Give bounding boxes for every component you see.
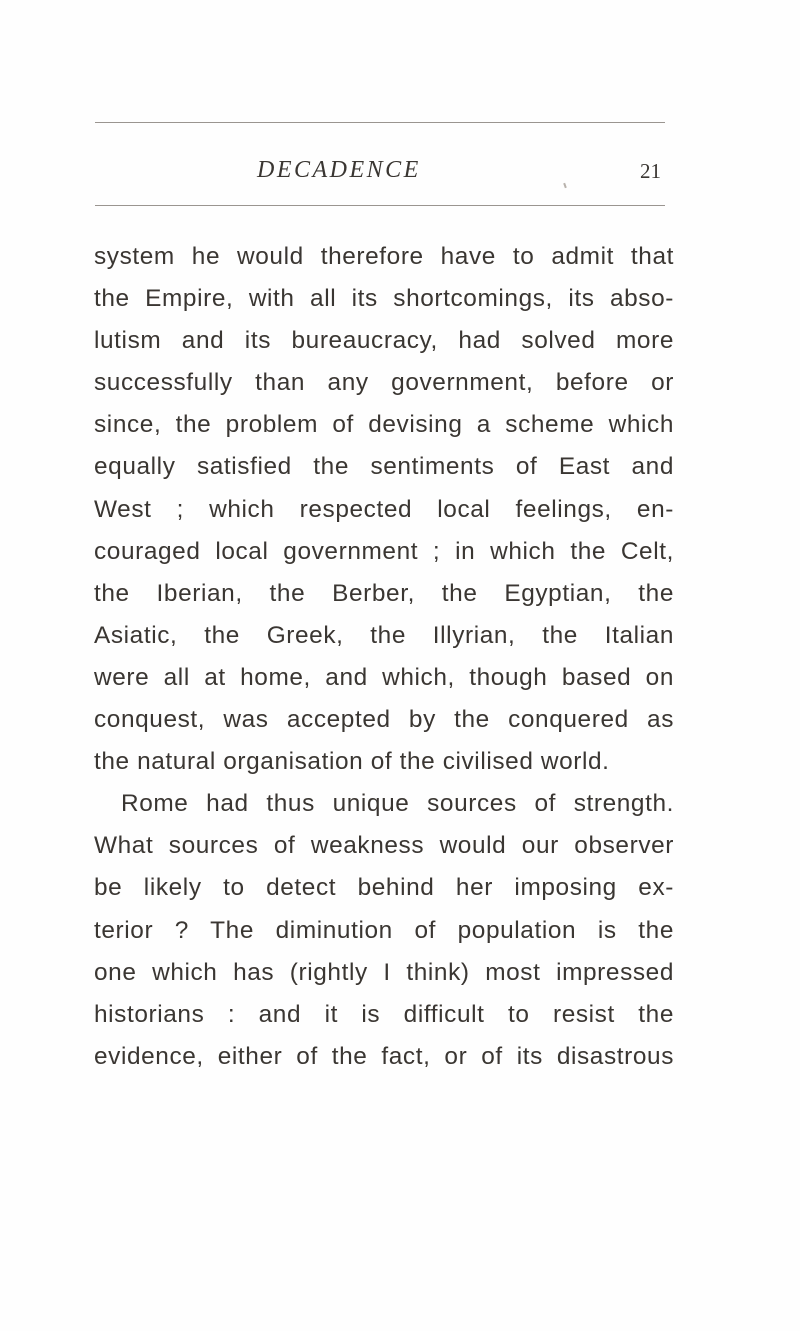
paragraph-end-line: the natural organisation of the civilised world. (94, 748, 610, 776)
text-line: were all at home, and which, though based on (94, 663, 674, 691)
text-line: since, the problem of devising a scheme which (94, 411, 674, 439)
text-line: evidence, either of the fact, or of its disastrous (94, 1042, 674, 1070)
page-number: 21 (640, 159, 661, 183)
text-line: Asiatic, the Greek, the Illyrian, the Italian (94, 621, 674, 649)
text-line: the Iberian, the Berber, the Egyptian, the (94, 579, 674, 607)
body-text (94, 236, 674, 1078)
text-line: West ; which respected local feelings, en- (94, 495, 674, 523)
print-speck (563, 183, 567, 188)
header-rule-bottom (95, 205, 665, 206)
text-line: successfully than any government, before or (94, 369, 674, 397)
text-line: conquest, was accepted by the conquered as (94, 706, 674, 734)
running-title: DECADENCE (257, 157, 421, 183)
header-rule-top (95, 122, 665, 123)
text-line: What sources of weakness would our observer (94, 832, 674, 860)
text-line: the Empire, with all its shortcomings, its abso- (94, 285, 674, 313)
text-line: historians : and it is difficult to resist the (94, 1000, 674, 1028)
text-line: one which has (rightly I think) most impressed (94, 958, 674, 986)
text-line: be likely to detect behind her imposing ex- (94, 874, 674, 902)
text-line: terior ? The diminution of population is the (94, 916, 674, 944)
paragraph-start-line: Rome had thus unique sources of strength. (121, 790, 674, 818)
text-line: lutism and its bureaucracy, had solved more (94, 327, 674, 355)
text-line: equally satisfied the sentiments of East and (94, 453, 674, 481)
text-line: system he would therefore have to admit that (94, 243, 674, 270)
text-line: couraged local government ; in which the Celt, (94, 537, 674, 565)
